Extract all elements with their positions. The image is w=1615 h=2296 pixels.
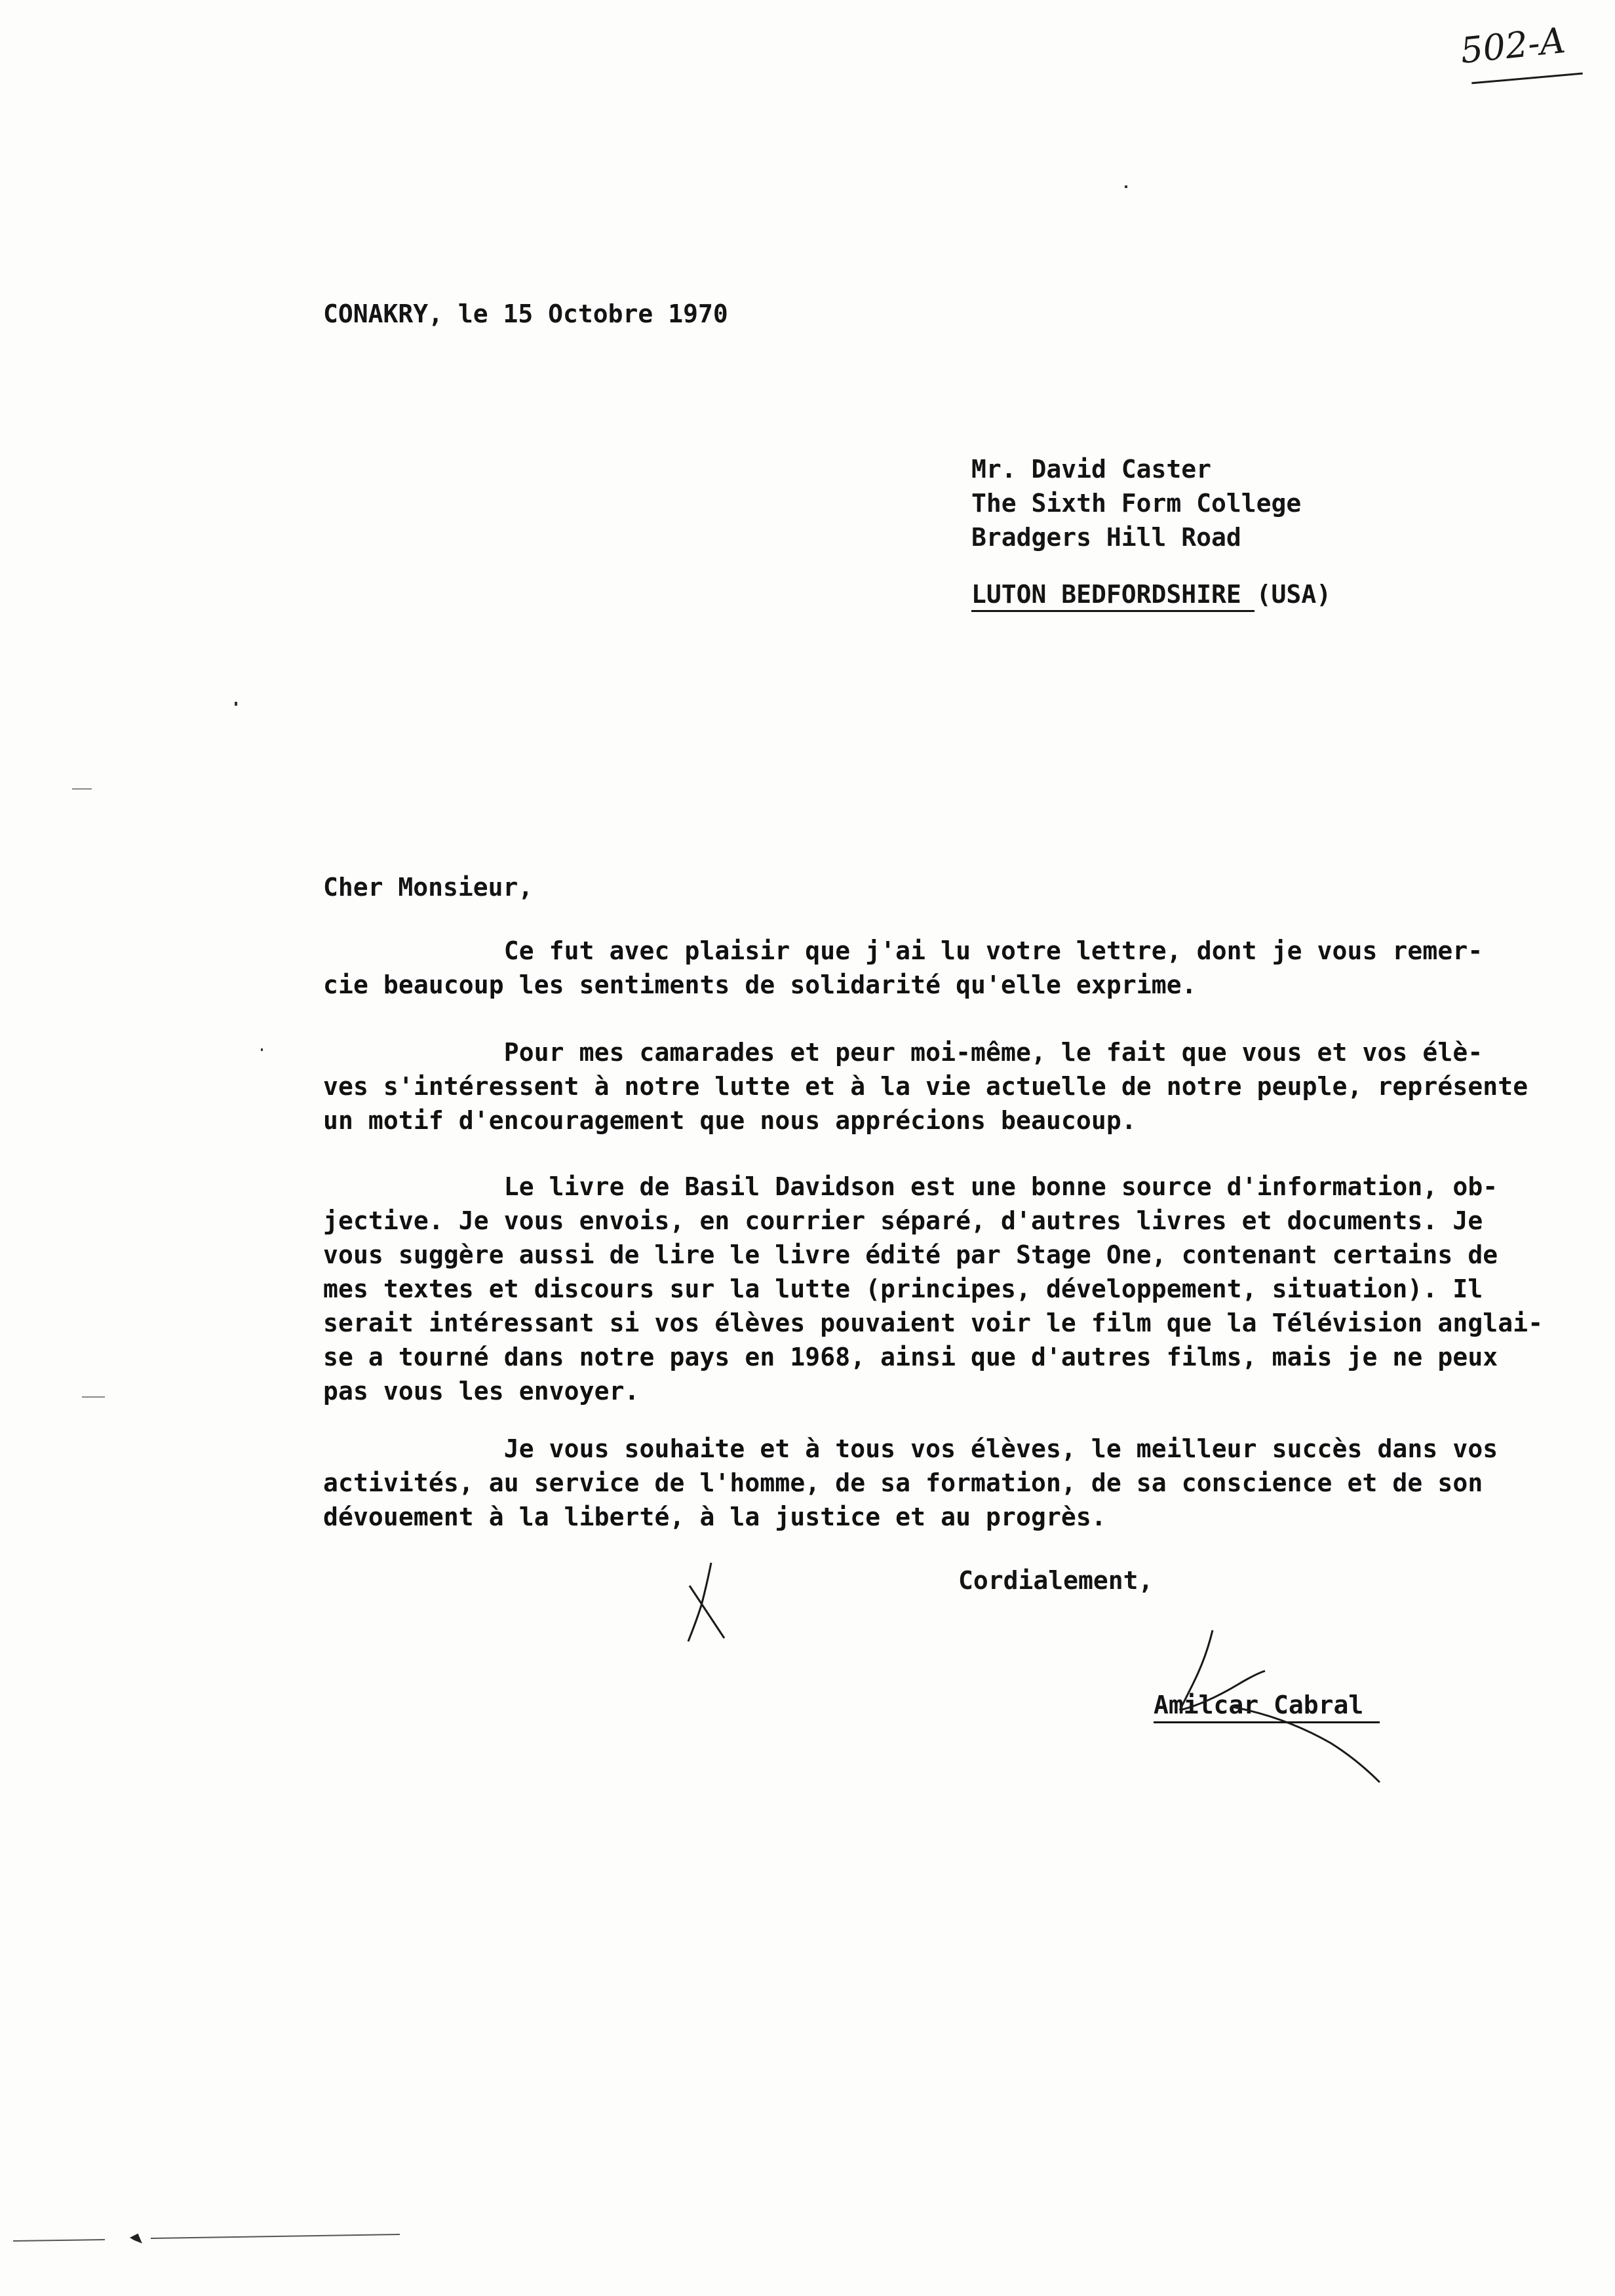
paragraph-line: mes textes et discours sur la lutte (principes, développement, situation). Il (323, 1274, 1483, 1303)
body-paragraph-2 (323, 1035, 1582, 1138)
paragraph-line: Pour mes camarades et peur moi-même, le fait que vous et vos élè- (323, 1038, 1483, 1067)
paragraph-line: activités, au service de l'homme, de sa formation, de sa conscience et de son (323, 1468, 1483, 1497)
signatory-name: Amilcar Cabral (1154, 1691, 1364, 1719)
handwritten-x-mark (675, 1559, 734, 1645)
archive-number: 502-A (1458, 19, 1568, 72)
paper-speck (235, 702, 237, 706)
body-paragraph-4 (323, 1432, 1582, 1534)
recipient-institution: The Sixth Form College (971, 489, 1302, 518)
paragraph-line: cie beaucoup les sentiments de solidarité qu'elle exprime. (323, 970, 1197, 999)
recipient-name: Mr. David Caster (971, 455, 1212, 484)
paragraph-line: dévouement à la liberté, à la justice et au progrès. (323, 1502, 1106, 1531)
recipient-city: LUTON BEDFORDSHIRE (USA) (971, 580, 1332, 609)
bottom-edge-marks (0, 2215, 459, 2254)
paragraph-line: pas vous les envoyer. (323, 1377, 640, 1406)
paragraph-line: Ce fut avec plaisir que j'ai lu votre lettre, dont je vous remer- (323, 936, 1483, 965)
paragraph-line: un motif d'encouragement que nous apprécions beaucoup. (323, 1106, 1137, 1135)
salutation: Cher Monsieur, (323, 873, 534, 902)
archive-number-underline (1471, 73, 1583, 85)
handwritten-signature (1114, 1625, 1403, 1795)
paragraph-line: se a tourné dans notre pays en 1968, ainsi que d'autres films, mais je ne peux (323, 1343, 1498, 1371)
body-paragraph-1 (323, 934, 1582, 1002)
paragraph-line: ves s'intéressent à notre lutte et à la vie actuelle de notre peuple, représente (323, 1072, 1528, 1101)
paper-speck (1125, 185, 1127, 188)
paragraph-line: jective. Je vous envois, en courrier séparé, d'autres livres et documents. Je (323, 1206, 1483, 1235)
paragraph-line: vous suggère aussi de lire le livre édité par Stage One, contenant certains de (323, 1240, 1498, 1269)
paper-speck (261, 1048, 263, 1051)
paper-speck (82, 1396, 105, 1398)
closing: Cordialement, (958, 1566, 1154, 1595)
paragraph-line: Le livre de Basil Davidson est une bonne source d'information, ob- (323, 1172, 1498, 1201)
recipient-street: Bradgers Hill Road (971, 523, 1241, 552)
recipient-address (971, 452, 1301, 554)
paragraph-line: Je vous souhaite et à tous vos élèves, le meilleur succès dans vos (323, 1434, 1498, 1463)
body-paragraph-3 (323, 1170, 1582, 1408)
place-date: CONAKRY, le 15 Octobre 1970 (323, 299, 728, 328)
paper-speck (72, 788, 92, 790)
paragraph-line: serait intéressant si vos élèves pouvaient voir le film que la Télévision anglai- (323, 1309, 1544, 1337)
recipient-city-underline (971, 610, 1255, 612)
